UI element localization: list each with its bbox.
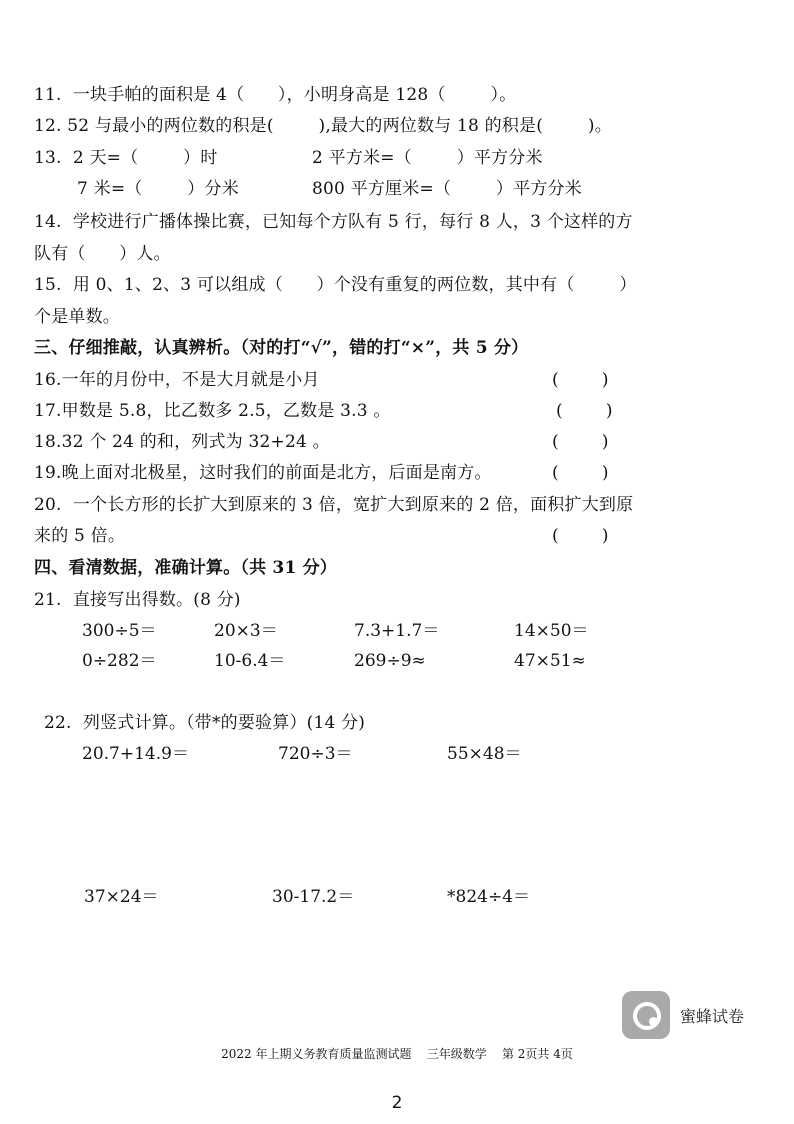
question-18: 18.32 个 24 的和，列式为 32+24 。: [34, 432, 330, 452]
answer-paren-18: ( ): [552, 432, 609, 452]
mental-calc-item: 269÷9≈: [354, 651, 426, 671]
mental-calc-item: 300÷5＝: [82, 621, 157, 641]
vertical-calc-item: 720÷3＝: [278, 744, 353, 764]
section-4-heading: 四、看清数据，准确计算。（共 31 分）: [34, 558, 337, 578]
question-20-line2: 来的 5 倍。: [34, 526, 126, 546]
bee-exam-logo-icon: [622, 991, 670, 1039]
question-16: 16.一年的月份中，不是大月就是小月: [34, 370, 320, 390]
question-21: 21. 直接写出得数。(8 分): [34, 590, 241, 610]
page-footer: 2022 年上期义务教育质量监测试题 三年级数学 第 2页共 4页: [221, 1047, 573, 1061]
logo-text: 蜜蜂试卷: [680, 1007, 745, 1026]
mental-calc-item: 14×50＝: [514, 621, 589, 641]
question-13-c: 7 米=（ ）分米: [77, 179, 239, 199]
question-20-line1: 20. 一个长方形的长扩大到原来的 3 倍，宽扩大到原来的 2 倍，面积扩大到原: [34, 495, 634, 515]
mental-calc-item: 7.3+1.7＝: [354, 621, 440, 641]
mental-calc-item: 47×51≈: [514, 651, 586, 671]
vertical-calc-item: 37×24＝: [84, 887, 159, 907]
question-14-line2: 队有（ ）人。: [34, 244, 171, 264]
question-14-line1: 14. 学校进行广播体操比赛，已知每个方队有 5 行，每行 8 人，3 个这样的方: [34, 212, 633, 232]
answer-paren-17: ( ): [556, 401, 613, 421]
question-15-line2: 个是单数。: [34, 307, 120, 327]
question-19: 19.晚上面对北极星，这时我们的前面是北方，后面是南方。: [34, 463, 492, 483]
mental-calc-item: 0÷282＝: [82, 651, 157, 671]
question-13-a: 13. 2 天=（ ）时: [34, 148, 218, 168]
vertical-calc-item: *824÷4＝: [447, 887, 531, 907]
question-12: 12. 52 与最小的两位数的积是( ),最大的两位数与 18 的积是( )。: [34, 116, 612, 136]
question-13-b: 2 平方米=（ ）平方分米: [312, 148, 543, 168]
question-17: 17.甲数是 5.8，比乙数多 2.5，乙数是 3.3 。: [34, 401, 391, 421]
vertical-calc-item: 55×48＝: [447, 744, 522, 764]
question-22: 22. 列竖式计算。（带*的要验算）(14 分): [44, 713, 366, 733]
answer-paren-16: ( ): [552, 370, 609, 390]
question-11: 11. 一块手帕的面积是 4（ ），小明身高是 128（ ）。: [34, 85, 517, 105]
answer-paren-20: ( ): [552, 526, 609, 546]
vertical-calc-item: 30-17.2＝: [272, 887, 355, 907]
mental-calc-item: 10-6.4＝: [214, 651, 286, 671]
page-number: 2: [391, 1093, 403, 1113]
question-15-line1: 15. 用 0、1、2、3 可以组成（ ）个没有重复的两位数，其中有（ ）: [34, 275, 637, 295]
mental-calc-item: 20×3＝: [214, 621, 278, 641]
section-3-heading: 三、仔细推敲，认真辨析。（对的打“√”，错的打“×”，共 5 分）: [34, 338, 529, 358]
vertical-calc-item: 20.7+14.9＝: [82, 744, 189, 764]
answer-paren-19: ( ): [552, 463, 609, 483]
question-13-d: 800 平方厘米=（ ）平方分米: [312, 179, 582, 199]
